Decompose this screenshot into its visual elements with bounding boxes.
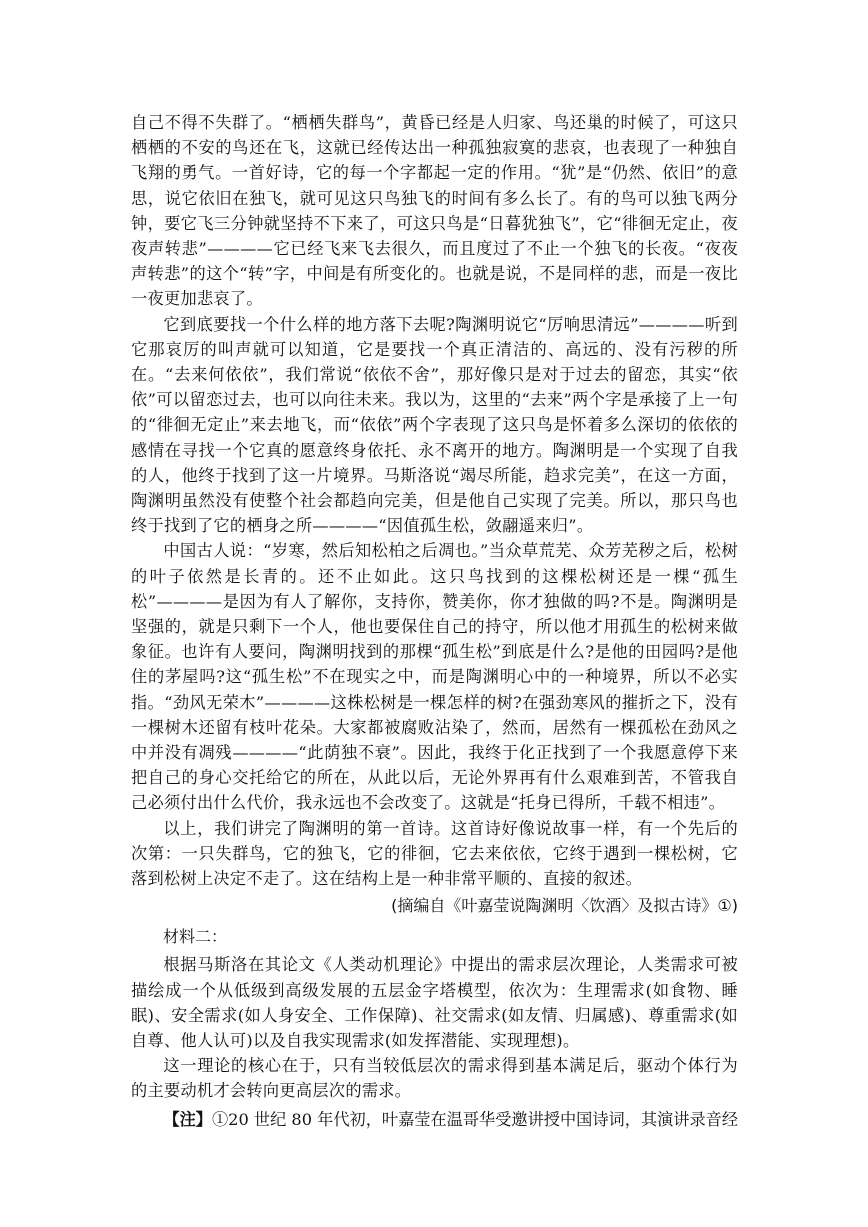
material-paragraph-2: 这一理论的核心在于，只有当较低层次的需求得到基本满足后，驱动个体行为的主要动机才会转向更高层次的需求。 (131, 1056, 738, 1101)
material-paragraph-1: 根据马斯洛在其论文《人类动机理论》中提出的需求层次理论，人类需求可被描绘成一个从低级到高级发展的五层金字塔模型，依次为：生理需求(如食物、睡眠)、安全需求(如人身安全、工作保障)、社交需求(如友情、归属感)、尊重需求(如自尊、他人认可)以及自我实现需求(如发挥潜能、实现理想)。 (131, 955, 738, 1050)
paragraph-1: 自己不得不失群了。“栖栖失群鸟”，黄昏已经是人归家、鸟还巢的时候了，可这只栖栖的不安的鸟还在飞，这就已经传达出一种孤独寂寞的悲哀，也表现了一种独自飞翔的勇气。一首好诗，它的每一个字都起一定的作用。“犹”是“仍然、依旧”的意思，说它依旧在独飞，就可见这只鸟独飞的时间有多么长了。有的鸟可以独飞两分钟，要它飞三分钟就坚持不下来了，可这只鸟是“日暮犹独飞”，它“徘徊无定止，夜夜声转悲”————它已经飞来飞去很久，而且度过了不止一个独飞的长夜。“夜夜声转悲”的这个“转”字，中间是有所变化的。也就是说，不是同样的悲，而是一夜比一夜更加悲哀了。 (131, 113, 738, 309)
material-two-label: 材料二： (163, 927, 228, 947)
paragraph-3: 中国古人说：“岁寒，然后知松柏之后凋也。”当众草荒芜、众芳芜秽之后，松树的叶子依然是长青的。还不止如此。这只鸟找到的这棵松树还是一棵“孤生松”————是因为有人了解你，支持你，赞美你，你才独做的吗?不是。陶渊明是坚强的，就是只剩下一个人，他也要保住自己的持守，所以他才用孤生的松树来做象征。也许有人要问，陶渊明找到的那棵“孤生松”到底是什么?是他的田园吗?是他住的茅屋吗?这“孤生松”不在现实之中，而是陶渊明心中的一种境界，所以不必实指。“劲风无荣木”————这株松树是一棵怎样的树?在强劲寒风的摧折之下，没有一棵树木还留有枝叶花朵。大家都被腐败沾染了，然而，居然有一棵孤松在劲风之中并没有凋残————“此荫独不衰”。因此，我终于化正找到了一个我愿意停下来把自己的身心交托给它的所在，从此以后，无论外界再有什么艰难到苦，不管我自己必须付出什么代价，我永远也不会改变了。这就是“托身已得所，千载不相违”。 (131, 541, 738, 813)
paragraph-2: 它到底要找一个什么样的地方落下去呢?陶渊明说它“厉响思清远”————听到它那哀厉的叫声就可以知道，它是要找一个真正清洁的、高远的、没有污秽的所在。“去来何依依”，我们常说“依依不舍”，那好像只是对于过去的留恋，其实“依依”可以留恋过去，也可以向往未来。我以为，这里的“去来”两个字是承接了上一句的“徘徊无定止”来去地飞，而“依依”两个字表现了这只鸟是怀着多么深切的依依的感情在寻找一个它真的愿意终身依托、永不离开的地方。陶渊明是一个实现了自我的人，他终于找到了这一片境界。马斯洛说“竭尽所能，趋求完美”，在这一方面，陶渊明虽然没有使整个社会都趋向完美，但是他自己实现了完美。所以，那只鸟也终于找到了它的栖身之所————“因值孤生松，敛翮遥来归”。 (131, 314, 738, 536)
document-body (131, 110, 738, 1132)
footnote-text: ①20 世纪 80 年代初，叶嘉莹在温哥华受邀讲授中国诗词，其演讲录音经 (211, 1109, 738, 1129)
footnote-tag: 【注】 (163, 1109, 212, 1129)
source-citation: (摘编自《叶嘉莹说陶渊明〈饮酒〉及拟古诗》①) (391, 896, 738, 916)
footnote (131, 1107, 738, 1132)
paragraph-4: 以上，我们讲完了陶渊明的第一首诗。这首诗好像说故事一样，有一个先后的次第：一只失群鸟，它的独飞，它的徘徊，它去来依依，它终于遇到一棵松树，它落到松树上决定不走了。这在结构上是一种非常平顺的、直接的叙述。 (131, 818, 738, 889)
